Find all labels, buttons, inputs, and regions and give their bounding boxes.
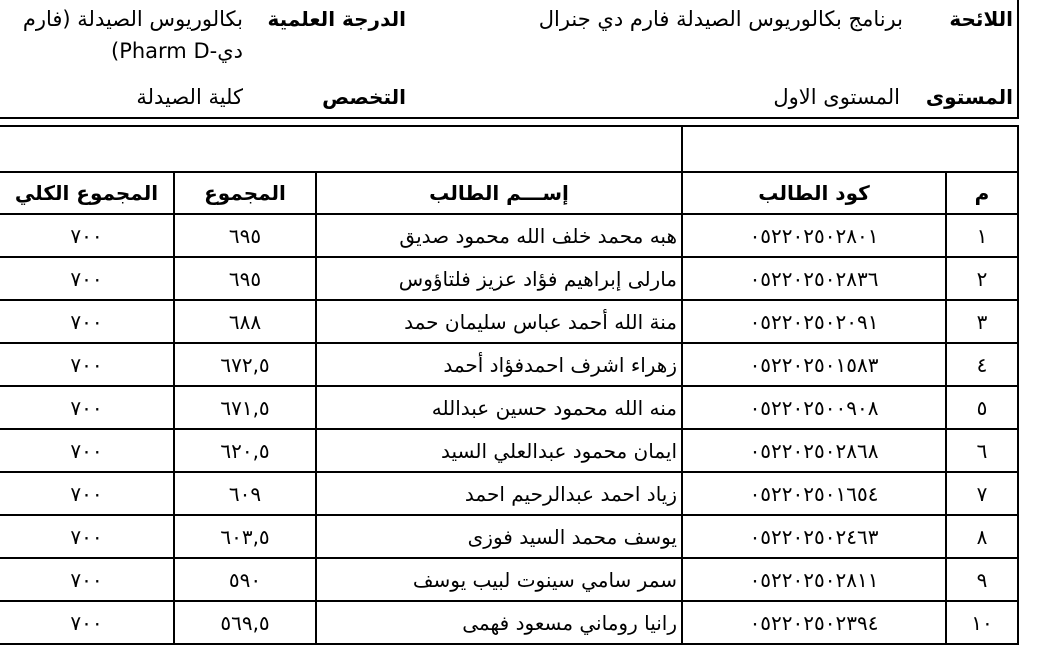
- cell-index: ١: [946, 214, 1018, 257]
- cell-student-name: زهراء اشرف احمدفؤاد أحمد: [316, 343, 682, 386]
- cell-grand-total: ٧٠٠: [0, 257, 174, 300]
- cell-student-name: منه الله محمود حسين عبدالله: [316, 386, 682, 429]
- specialization-label: التخصص: [322, 85, 406, 109]
- cell-student-code: ٠٥٢٢٠٢٥٠٢٠٩١: [682, 300, 946, 343]
- cell-total: ٦٩٥: [174, 214, 316, 257]
- results-table: [0, 125, 1019, 645]
- degree-value-line2: دي-Pharm D): [111, 39, 243, 63]
- regulation-label: اللائحة: [949, 7, 1013, 31]
- cell-grand-total: ٧٠٠: [0, 214, 174, 257]
- cell-total: ٥٦٩,٥: [174, 601, 316, 644]
- specialization-value: كلية الصيدلة: [136, 85, 243, 109]
- cell-student-name: سمر سامي سينوت لبيب يوسف: [316, 558, 682, 601]
- top-band-right: [682, 126, 1018, 172]
- cell-grand-total: ٧٠٠: [0, 515, 174, 558]
- cell-grand-total: ٧٠٠: [0, 558, 174, 601]
- cell-total: ٦٨٨: [174, 300, 316, 343]
- sheet-edge-rule: [1017, 0, 1019, 118]
- cell-student-code: ٠٥٢٢٠٢٥٠٢٨٠١: [682, 214, 946, 257]
- cell-student-code: ٠٥٢٢٠٢٥٠٢٨٣٦: [682, 257, 946, 300]
- col-header-index: م: [946, 172, 1018, 214]
- cell-total: ٦٠٣,٥: [174, 515, 316, 558]
- level-value: المستوى الاول: [773, 85, 900, 109]
- degree-value-line1: بكالوريوس الصيدلة (فارم: [22, 7, 243, 31]
- table-row: [0, 343, 1018, 386]
- cell-index: ٧: [946, 472, 1018, 515]
- cell-student-name: زياد احمد عبدالرحيم احمد: [316, 472, 682, 515]
- cell-index: ١٠: [946, 601, 1018, 644]
- regulation-value: برنامج بكالوريوس الصيدلة فارم دي جنرال: [538, 7, 903, 31]
- table-row: [0, 214, 1018, 257]
- cell-index: ٣: [946, 300, 1018, 343]
- table-row: [0, 601, 1018, 644]
- cell-grand-total: ٧٠٠: [0, 386, 174, 429]
- cell-index: ٩: [946, 558, 1018, 601]
- cell-student-code: ٠٥٢٢٠٢٥٠٢٨١١: [682, 558, 946, 601]
- table-row: [0, 472, 1018, 515]
- col-header-student-code: كود الطالب: [682, 172, 946, 214]
- cell-student-code: ٠٥٢٢٠٢٥٠٢٣٩٤: [682, 601, 946, 644]
- cell-student-name: هبه محمد خلف الله محمود صديق: [316, 214, 682, 257]
- cell-grand-total: ٧٠٠: [0, 343, 174, 386]
- cell-index: ٢: [946, 257, 1018, 300]
- col-header-grand-total: المجموع الكلي: [0, 172, 174, 214]
- cell-student-code: ٠٥٢٢٠٢٥٠٢٨٦٨: [682, 429, 946, 472]
- cell-index: ٦: [946, 429, 1018, 472]
- cell-index: ٨: [946, 515, 1018, 558]
- table-row: [0, 429, 1018, 472]
- cell-grand-total: ٧٠٠: [0, 429, 174, 472]
- cell-student-name: يوسف محمد السيد فوزى: [316, 515, 682, 558]
- table-row: [0, 386, 1018, 429]
- degree-label: الدرجة العلمية: [267, 7, 406, 31]
- table-top-band: [0, 126, 1018, 172]
- cell-grand-total: ٧٠٠: [0, 601, 174, 644]
- cell-total: ٦٧١,٥: [174, 386, 316, 429]
- col-header-total: المجموع: [174, 172, 316, 214]
- cell-grand-total: ٧٠٠: [0, 300, 174, 343]
- cell-total: ٥٩٠: [174, 558, 316, 601]
- cell-index: ٥: [946, 386, 1018, 429]
- table-header-row: [0, 172, 1018, 214]
- cell-student-name: ايمان محمود عبدالعلي السيد: [316, 429, 682, 472]
- cell-student-name: رانيا روماني مسعود فهمى: [316, 601, 682, 644]
- table-row: [0, 257, 1018, 300]
- cell-student-code: ٠٥٢٢٠٢٥٠١٥٨٣: [682, 343, 946, 386]
- cell-student-code: ٠٥٢٢٠٢٥٠١٦٥٤: [682, 472, 946, 515]
- table-row: [0, 558, 1018, 601]
- table-row: [0, 515, 1018, 558]
- cell-total: ٦٩٥: [174, 257, 316, 300]
- level-label: المستوى: [925, 85, 1013, 109]
- table-row: [0, 300, 1018, 343]
- header-divider: [0, 117, 1019, 119]
- cell-total: ٦٢٠,٥: [174, 429, 316, 472]
- cell-student-name: منة الله أحمد عباس سليمان حمد: [316, 300, 682, 343]
- cell-total: ٦٧٢,٥: [174, 343, 316, 386]
- cell-index: ٤: [946, 343, 1018, 386]
- top-band-left: [0, 126, 682, 172]
- cell-total: ٦٠٩: [174, 472, 316, 515]
- cell-student-name: مارلى إبراهيم فؤاد عزيز فلتاؤوس: [316, 257, 682, 300]
- cell-student-code: ٠٥٢٢٠٢٥٠٠٩٠٨: [682, 386, 946, 429]
- cell-grand-total: ٧٠٠: [0, 472, 174, 515]
- col-header-student-name: إســـم الطالب: [316, 172, 682, 214]
- cell-student-code: ٠٥٢٢٠٢٥٠٢٤٦٣: [682, 515, 946, 558]
